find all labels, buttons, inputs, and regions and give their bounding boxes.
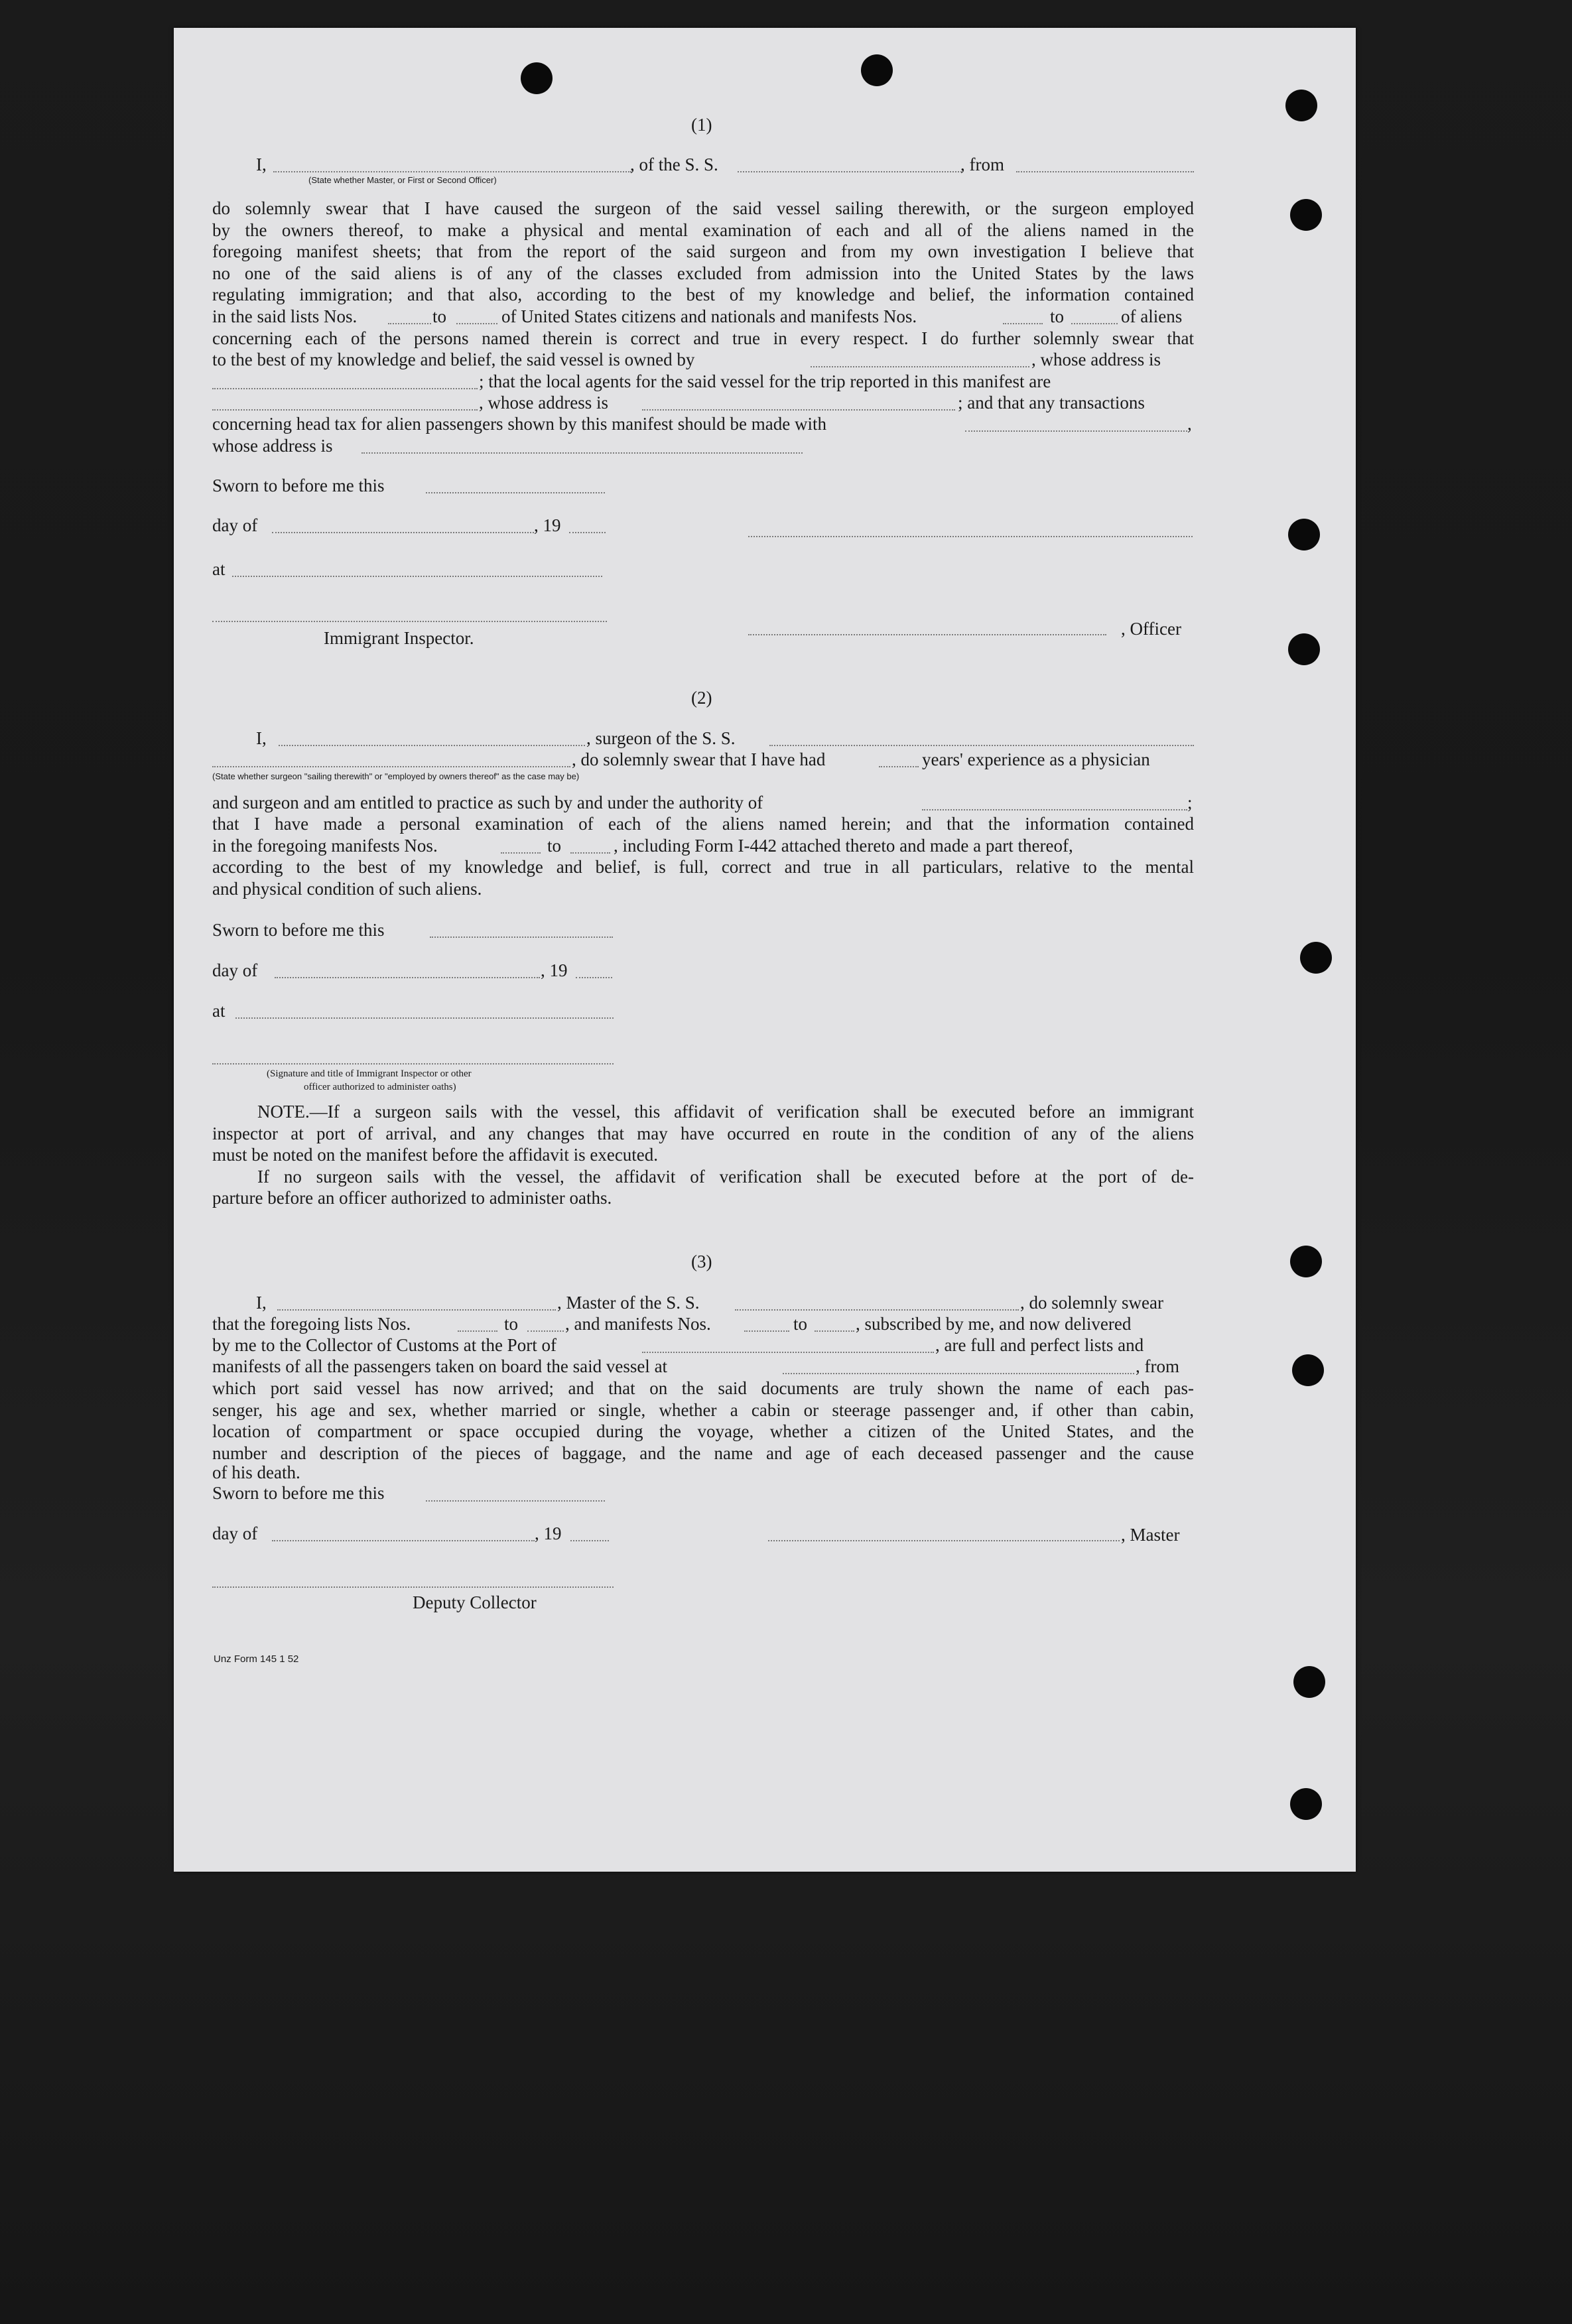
s1-at: at	[212, 559, 226, 579]
s3-taken-on-board: manifests of all the passengers taken on board the said vessel at	[212, 1356, 668, 1376]
s3-deputy-label: Deputy Collector	[413, 1592, 537, 1612]
s2-line: that I have made a personal examination of each of the aliens named herein; and that the information contained	[212, 814, 1194, 834]
s3-year: , 19	[535, 1523, 562, 1543]
punch-hole	[1292, 1354, 1324, 1386]
s1-to-1: to	[432, 306, 447, 326]
s2-manifests: in the foregoing manifests Nos.	[212, 836, 438, 856]
s1-inspector-signature-field[interactable]	[212, 621, 607, 622]
port-field[interactable]	[642, 1352, 934, 1353]
agents-field[interactable]	[212, 409, 478, 411]
s2-note-block	[212, 1101, 1194, 1209]
s2-place-field[interactable]	[235, 1017, 614, 1019]
s1-officer-title-field[interactable]	[748, 634, 1106, 635]
s2-signature-field[interactable]	[212, 1063, 614, 1065]
s2-year-field[interactable]	[576, 977, 612, 978]
s3-line: number and description of the pieces of baggage, and the name and age of each deceased passenger and the cause	[212, 1443, 1194, 1463]
punch-hole	[1293, 1666, 1325, 1698]
s2-i: I,	[256, 728, 267, 748]
s3-lists-from-field[interactable]	[458, 1330, 497, 1332]
s3-line: location of compartment or space occupied during the voyage, whether a citizen of the United States, and the	[212, 1421, 1194, 1441]
s3-to-2: to	[793, 1314, 808, 1334]
s1-officer-note: (State whether Master, or First or Second Officer)	[308, 175, 497, 185]
s2-surgeon-of: , surgeon of the S. S.	[586, 728, 736, 748]
lists-from-field[interactable]	[388, 323, 431, 324]
s3-master-signature-field[interactable]	[768, 1540, 1120, 1541]
s1-sworn: Sworn to before me this	[212, 476, 385, 495]
s1-local-agents: ; that the local agents for the said vessel for the trip reported in this manifest are	[479, 371, 1051, 391]
punch-hole	[1290, 1246, 1322, 1277]
s3-year-field[interactable]	[570, 1540, 609, 1541]
s3-full-perfect: , are full and perfect lists and	[935, 1335, 1144, 1355]
s2-sworn: Sworn to before me this	[212, 920, 385, 940]
section-1-number: (1)	[691, 115, 712, 135]
surgeon-name-field[interactable]	[279, 745, 585, 746]
section-2-number: (2)	[691, 688, 712, 708]
s3-lists-to-field[interactable]	[527, 1330, 564, 1332]
s1-intro-from: , from	[960, 155, 1004, 174]
s2-experience: , do solemnly swear that I have had	[572, 749, 826, 769]
s1-officer-signature-field[interactable]	[748, 536, 1193, 537]
s2-authority: and surgeon and am entitled to practice as such by and under the authority of	[212, 793, 763, 812]
s1-intro-ss: , of the S. S.	[630, 155, 718, 174]
s2-to: to	[547, 836, 562, 856]
s1-line: concerning each of the persons named therein is correct and true in every respect. I do further solemnly swear that	[212, 328, 1194, 348]
s1-head-tax: concerning head tax for alien passengers shown by this manifest should be made with	[212, 414, 827, 434]
s1-line: do solemnly swear that I have caused the surgeon of the said vessel sailing therewith, or the surgeon employed	[212, 198, 1194, 218]
surgeon-type-field[interactable]	[212, 766, 570, 767]
s3-solemnly: , do solemnly swear	[1020, 1293, 1163, 1313]
s2-physician: years' experience as a physician	[922, 749, 1150, 769]
s1-owned-by: to the best of my knowledge and belief, the said vessel is owned by	[212, 350, 695, 369]
lists-to-field[interactable]	[456, 323, 497, 324]
s3-master-of: , Master of the S. S.	[557, 1293, 700, 1313]
s2-line: according to the best of my knowledge and belief, is full, correct and true in all particulars, relative to the mental	[212, 857, 1194, 877]
manifests-to-field[interactable]	[1071, 323, 1118, 324]
authority-field[interactable]	[922, 809, 1187, 810]
s2-at: at	[212, 1001, 226, 1021]
s2-including: , including Form I-442 attached thereto and made a part thereof,	[614, 836, 1073, 856]
section-3-number: (3)	[691, 1252, 712, 1271]
s2-sworn-date-field[interactable]	[430, 936, 613, 938]
s1-place-field[interactable]	[232, 576, 602, 577]
vessel-name-field[interactable]	[738, 171, 962, 172]
s2-vessel-field[interactable]	[769, 745, 1194, 746]
s3-to-1: to	[504, 1314, 519, 1334]
s2-note-line: must be noted on the manifest before the affidavit is executed.	[212, 1145, 659, 1165]
s1-year-field[interactable]	[569, 532, 606, 533]
s1-line: by the owners thereof, to make a physical and mental examination of each and all of the aliens named in the	[212, 220, 1194, 240]
s3-master-label: , Master	[1121, 1525, 1180, 1545]
punch-hole	[1290, 1788, 1322, 1820]
punch-hole	[1290, 199, 1322, 231]
s3-deputy-signature-field[interactable]	[212, 1586, 614, 1588]
s1-transactions: ; and that any transactions	[958, 393, 1145, 413]
owner-address-field[interactable]	[212, 388, 478, 389]
punch-hole	[521, 62, 553, 94]
s2-semicolon: ;	[1187, 793, 1193, 812]
s3-i: I,	[256, 1293, 267, 1313]
master-name-field[interactable]	[277, 1309, 556, 1311]
s1-day-of: day of	[212, 515, 258, 535]
s3-paragraph	[212, 1378, 1194, 1481]
s3-lists-nos: that the foregoing lists Nos.	[212, 1314, 411, 1334]
s3-line: senger, his age and sex, whether married or single, whether a cabin or steerage passenger and, if other than cabin,	[212, 1399, 1194, 1420]
s2-note-line: NOTE.—If a surgeon sails with the vessel, this affidavit of verification shall be executed before an immigrant	[257, 1102, 1194, 1122]
form-id: Unz Form 145 1 52	[214, 1653, 299, 1665]
s2-line6-wrap	[212, 856, 1194, 878]
s1-sworn-date-field[interactable]	[426, 492, 605, 493]
s1-whose-address: , whose address is	[1031, 350, 1161, 369]
s1-intro-i: I,	[256, 155, 267, 174]
s2-sig-note-1: (Signature and title of Immigrant Inspector or other	[267, 1068, 472, 1079]
s1-year: , 19	[534, 515, 561, 535]
s1-line7-wrap	[212, 328, 1194, 350]
s3-line: which port said vessel has now arrived; and that on the said documents are truly shown the name of each pas-	[212, 1378, 1194, 1398]
punch-hole	[1288, 519, 1320, 550]
s1-to-2: to	[1050, 306, 1065, 326]
s2-manifests-to-field[interactable]	[570, 852, 610, 854]
s3-manifests-nos: , and manifests Nos.	[565, 1314, 711, 1334]
punch-hole	[1288, 633, 1320, 665]
s3-sworn-date-field[interactable]	[426, 1500, 605, 1502]
s2-sig-note-2: officer authorized to administer oaths)	[304, 1082, 456, 1092]
contact-address-field[interactable]	[361, 452, 803, 454]
manifests-from-field[interactable]	[1003, 323, 1043, 324]
s2-year: , 19	[541, 960, 568, 980]
s1-whose-address-2: whose address is	[212, 436, 333, 456]
s3-day-of: day of	[212, 1523, 258, 1543]
s2-note-line: inspector at port of arrival, and any changes that may have occurred en route in the condition of any of the aliens	[212, 1123, 1194, 1143]
punch-hole	[861, 54, 893, 86]
owner-field[interactable]	[811, 366, 1029, 367]
s2-manifests-from-field[interactable]	[501, 852, 541, 854]
head-tax-contact-field[interactable]	[965, 430, 1187, 432]
s2-line4-wrap	[212, 813, 1194, 835]
s2-note-line: parture before an officer authorized to administer oaths.	[212, 1188, 612, 1208]
s1-paragraph	[212, 198, 1194, 306]
s3-subscribed: , subscribed by me, and now delivered	[856, 1314, 1132, 1334]
s3-manifests-from-field[interactable]	[744, 1330, 789, 1332]
s2-line7: and physical condition of such aliens.	[212, 879, 482, 899]
s1-lists-nos: in the said lists Nos.	[212, 306, 358, 326]
s1-of-aliens: of aliens	[1121, 306, 1183, 326]
s1-comma: ,	[1187, 414, 1192, 434]
s2-day-of: day of	[212, 960, 258, 980]
s1-month-field[interactable]	[272, 532, 534, 533]
years-experience-field[interactable]	[879, 766, 919, 767]
s1-line: foregoing manifest sheets; that from the report of the said surgeon and from my own investigation I believe that	[212, 241, 1194, 261]
s1-inspector-label: Immigrant Inspector.	[324, 628, 474, 648]
s3-collector: by me to the Collector of Customs at the Port of	[212, 1335, 557, 1355]
punch-hole	[1300, 942, 1332, 974]
from-port-field[interactable]	[1016, 171, 1194, 172]
s1-citizens: of United States citizens and nationals and manifests Nos.	[501, 306, 917, 326]
s1-agents-address: , whose address is	[479, 393, 608, 413]
officer-name-field[interactable]	[273, 171, 631, 172]
s3-sworn: Sworn to before me this	[212, 1483, 385, 1503]
s3-line: of his death.	[212, 1462, 300, 1482]
s3-manifests-to-field[interactable]	[815, 1330, 854, 1332]
punch-hole	[1285, 90, 1317, 121]
s2-surgeon-note: (State whether surgeon "sailing therewith" or "employed by owners thereof" as the case may be)	[212, 771, 580, 781]
s1-line: no one of the said aliens is of any of the classes excluded from admission into the United States by the laws	[212, 263, 1194, 283]
s1-line: regulating immigration; and that also, according to the best of my knowledge and belief, the information contained	[212, 285, 1194, 304]
s2-month-field[interactable]	[275, 977, 540, 978]
boarding-port-field[interactable]	[783, 1373, 1134, 1374]
agents-address-field[interactable]	[642, 409, 955, 411]
s1-officer-label: , Officer	[1121, 619, 1181, 639]
s2-note-line: If no surgeon sails with the vessel, the affidavit of verification shall be executed before at the port of de-	[257, 1166, 1194, 1187]
s3-vessel-field[interactable]	[735, 1309, 1019, 1311]
s3-month-field[interactable]	[272, 1540, 535, 1541]
s3-from: , from	[1136, 1356, 1179, 1376]
